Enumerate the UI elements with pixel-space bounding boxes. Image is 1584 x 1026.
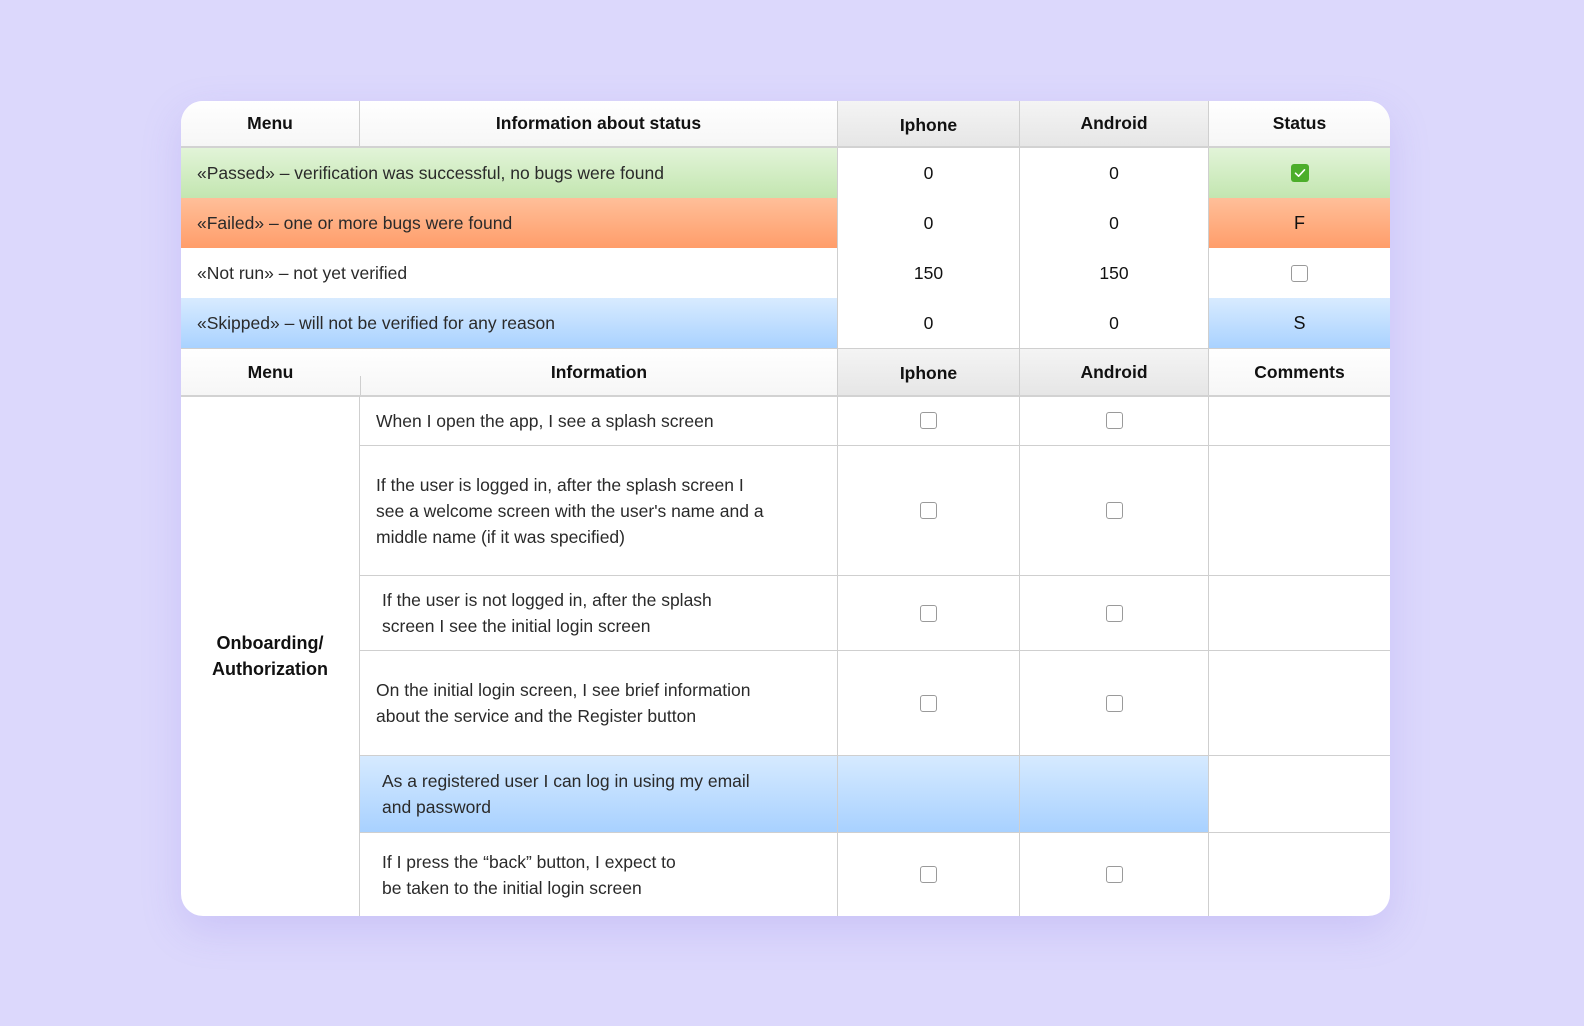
android-cell <box>1020 396 1209 445</box>
android-count: 0 <box>1020 298 1209 348</box>
comments-cell[interactable] <box>1209 576 1390 650</box>
header-android: Android <box>1020 101 1209 146</box>
header-iphone: Iphone <box>838 349 1020 395</box>
android-checkbox[interactable] <box>1106 412 1123 429</box>
test-description: If the user is not logged in, after the splash screen I see the initial login screen <box>360 576 838 650</box>
status-row-failed <box>181 198 1390 248</box>
comments-cell[interactable] <box>1209 396 1390 445</box>
test-description: On the initial login screen, I see brief information about the service and the Register button <box>360 651 838 755</box>
android-count: 150 <box>1020 248 1209 298</box>
header-comments: Comments <box>1209 349 1390 395</box>
comments-cell[interactable] <box>1209 833 1390 916</box>
iphone-cell <box>838 576 1020 650</box>
test-row <box>360 576 1390 651</box>
android-checkbox[interactable] <box>1106 866 1123 883</box>
header-divider <box>360 376 361 395</box>
comments-cell[interactable] <box>1209 446 1390 575</box>
comments-cell[interactable] <box>1209 756 1390 832</box>
iphone-checkbox[interactable] <box>920 866 937 883</box>
iphone-count: 150 <box>838 248 1020 298</box>
test-description: When I open the app, I see a splash screen <box>360 396 838 445</box>
android-cell <box>1020 833 1209 916</box>
android-count: 0 <box>1020 198 1209 248</box>
test-cases <box>181 396 1390 916</box>
section-onboarding-authorization <box>181 396 360 916</box>
status-letter-skipped: S <box>1209 298 1390 348</box>
status-label: «Failed» – one or more bugs were found <box>181 198 838 248</box>
section-label-line1: Onboarding/ <box>216 633 324 653</box>
iphone-checkbox[interactable] <box>920 605 937 622</box>
test-row <box>360 396 1390 446</box>
test-description: If the user is logged in, after the splash screen I see a welcome screen with the user's name and a middle name (if it was specified) <box>360 446 838 575</box>
comments-cell[interactable] <box>1209 651 1390 755</box>
iphone-cell <box>838 756 1020 832</box>
status-cell <box>1209 148 1390 198</box>
android-cell <box>1020 651 1209 755</box>
android-cell <box>1020 576 1209 650</box>
iphone-checkbox[interactable] <box>920 412 937 429</box>
status-row-skipped <box>181 298 1390 348</box>
iphone-count: 0 <box>838 298 1020 348</box>
status-row-not-run <box>181 248 1390 298</box>
checkbox-checked-icon[interactable] <box>1291 164 1309 182</box>
test-table-header <box>181 348 1390 397</box>
status-cell <box>1209 248 1390 298</box>
status-letter-failed: F <box>1209 198 1390 248</box>
android-checkbox[interactable] <box>1106 502 1123 519</box>
status-table-header <box>181 101 1390 148</box>
status-label: «Passed» – verification was successful, no bugs were found <box>181 148 838 198</box>
section-label-line2: Authorization <box>212 659 328 679</box>
iphone-count: 0 <box>838 198 1020 248</box>
iphone-cell <box>838 833 1020 916</box>
header-menu: Menu <box>181 349 360 395</box>
header-info-status: Information about status <box>360 101 838 146</box>
test-row <box>360 446 1390 576</box>
iphone-cell <box>838 651 1020 755</box>
android-checkbox[interactable] <box>1106 695 1123 712</box>
status-label: «Not run» – not yet verified <box>181 248 838 298</box>
checkbox-unchecked-icon[interactable] <box>1291 265 1308 282</box>
iphone-checkbox[interactable] <box>920 502 937 519</box>
android-cell <box>1020 756 1209 832</box>
iphone-cell <box>838 446 1020 575</box>
header-information <box>360 349 838 395</box>
android-cell <box>1020 446 1209 575</box>
status-label: «Skipped» – will not be verified for any reason <box>181 298 838 348</box>
android-checkbox[interactable] <box>1106 605 1123 622</box>
test-row <box>360 651 1390 756</box>
header-status: Status <box>1209 101 1390 146</box>
test-row-highlighted <box>360 756 1390 833</box>
test-checklist-card <box>181 101 1390 916</box>
header-information-label: Information <box>550 361 648 382</box>
iphone-checkbox[interactable] <box>920 695 937 712</box>
iphone-cell <box>838 396 1020 445</box>
test-row <box>360 833 1390 916</box>
test-description: If I press the “back” button, I expect to be taken to the initial login screen <box>360 833 838 916</box>
header-menu: Menu <box>181 101 360 146</box>
status-row-passed <box>181 148 1390 198</box>
iphone-count: 0 <box>838 148 1020 198</box>
header-android: Android <box>1020 349 1209 395</box>
test-description: As a registered user I can log in using my email and password <box>360 756 838 832</box>
header-iphone: Iphone <box>838 101 1020 146</box>
android-count: 0 <box>1020 148 1209 198</box>
